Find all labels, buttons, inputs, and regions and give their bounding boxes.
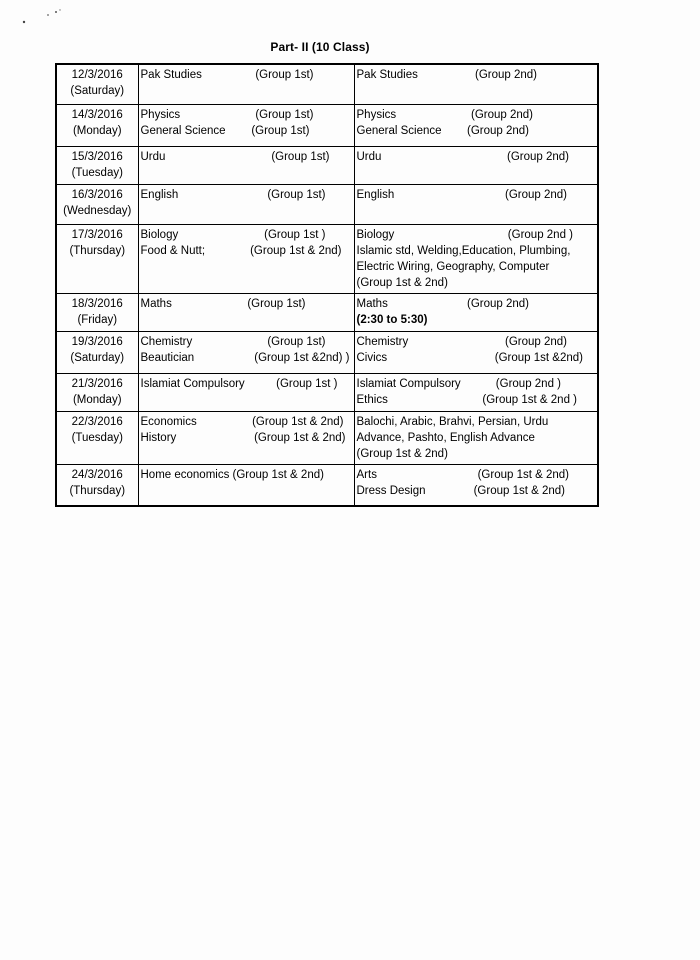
table-row: [56, 184, 598, 224]
exam-day: (Monday): [72, 393, 122, 406]
exam-day: (Wednesday): [63, 204, 132, 217]
group2-cell: [354, 146, 598, 184]
exam-day: (Monday): [72, 124, 122, 137]
group2-cell: [354, 331, 598, 373]
group2-cell: [354, 373, 598, 411]
subject-name: Biology: [140, 228, 179, 241]
group-label: (Group 1st): [251, 124, 310, 137]
group-label: (Group 1st ): [276, 377, 338, 390]
date-cell: [56, 224, 138, 293]
group-label: (Group 1st & 2nd): [252, 415, 344, 428]
group-label: (Group 1st & 2nd): [254, 431, 346, 444]
subject-name: Economics: [140, 415, 197, 428]
subject-name: Chemistry: [356, 335, 409, 348]
exam-date: 19/3/2016: [71, 335, 123, 348]
subject-name: Islamiat Compulsory: [140, 377, 245, 390]
group-label: (Group 1st & 2nd ): [482, 393, 577, 406]
group-label: (Group 2nd): [474, 69, 537, 81]
group2-cell: [354, 464, 598, 506]
exam-day: (Friday): [77, 313, 118, 326]
group-label: (Group 2nd): [466, 297, 529, 310]
subject-name: Biology: [356, 228, 395, 241]
subject-name: History: [140, 431, 177, 444]
date-cell: [56, 64, 138, 104]
table-row: [56, 224, 598, 293]
subject-name: Chemistry: [140, 335, 193, 348]
subject-name: Pak Studies: [356, 69, 418, 81]
table-row: [56, 411, 598, 464]
group-label: (Group 1st & 2nd): [477, 468, 569, 481]
subject-name: Ethics: [356, 393, 388, 406]
subject-list-line: Islamic std, Welding,Education, Plumbing,: [356, 244, 571, 257]
exam-date: 24/3/2016: [71, 468, 123, 481]
table-row: [56, 293, 598, 331]
subject-name: Maths: [140, 297, 172, 310]
exam-date: 21/3/2016: [71, 377, 123, 390]
subject-name: Urdu: [356, 150, 382, 163]
subject-name: Beautician: [140, 351, 195, 364]
group-label: (Group 1st & 2nd): [250, 244, 342, 257]
date-cell: [56, 331, 138, 373]
exam-schedule-table: [55, 63, 599, 507]
group-label: (Group 1st & 2nd): [356, 276, 448, 289]
group-label: (Group 1st &2nd): [494, 351, 583, 364]
exam-day: (Tuesday): [71, 431, 123, 444]
group1-cell: [138, 331, 354, 373]
group-label: (Group 2nd): [504, 335, 567, 348]
group2-cell: [354, 293, 598, 331]
table-row: [56, 64, 598, 104]
group-label: (Group 2nd): [466, 124, 529, 137]
group-label: (Group 1st &2nd) ): [254, 351, 350, 364]
subject-name: English: [140, 188, 179, 201]
subject-name: Food & Nutt;: [140, 244, 206, 257]
exam-time: (2:30 to 5:30): [356, 313, 428, 326]
date-cell: [56, 146, 138, 184]
group1-cell: [138, 373, 354, 411]
group-label: (Group 1st): [255, 69, 314, 81]
group2-cell: [354, 64, 598, 104]
group-label: (Group 1st & 2nd): [473, 484, 565, 497]
subject-name: Physics: [140, 108, 181, 121]
subject-name: Civics: [356, 351, 388, 364]
date-cell: [56, 411, 138, 464]
subject-name: English: [356, 188, 395, 201]
subject-name: Urdu: [140, 150, 166, 163]
table-row: [56, 104, 598, 146]
group-label: (Group 2nd): [470, 108, 533, 121]
group1-cell: [138, 293, 354, 331]
table-row: [56, 331, 598, 373]
group-label: (Group 1st): [267, 188, 326, 201]
group-label: (Group 1st): [267, 335, 326, 348]
group-label: (Group 1st): [247, 297, 306, 310]
date-cell: [56, 293, 138, 331]
exam-date: 15/3/2016: [71, 150, 123, 163]
group-label: (Group 2nd): [504, 188, 567, 201]
date-cell: [56, 184, 138, 224]
group1-cell: [138, 224, 354, 293]
group1-cell: [138, 64, 354, 104]
group1-cell: [138, 146, 354, 184]
subject-name: Pak Studies: [140, 69, 202, 81]
group-label: (Group 1st & 2nd): [356, 447, 448, 460]
group1-cell: [138, 184, 354, 224]
group1-cell: [138, 411, 354, 464]
group-label: (Group 1st): [271, 150, 330, 163]
table-row: [56, 464, 598, 506]
exam-day: (Thursday): [69, 484, 126, 497]
group-label: (Group 1st): [255, 108, 314, 121]
group2-cell: [354, 224, 598, 293]
subject-name: Islamiat Compulsory: [356, 377, 461, 390]
group1-cell: [138, 464, 354, 506]
date-cell: [56, 373, 138, 411]
exam-date: 16/3/2016: [71, 188, 123, 201]
exam-day: (Thursday): [69, 244, 126, 257]
scan-speck-mark: [18, 6, 68, 26]
subject-name: Arts: [356, 468, 377, 481]
group-label: (Group 2nd ): [507, 228, 573, 241]
exam-day: (Saturday): [70, 351, 125, 364]
date-cell: [56, 104, 138, 146]
exam-day: (Tuesday): [71, 166, 123, 179]
table-row: [56, 373, 598, 411]
page-title: Part- II (10 Class): [270, 40, 370, 54]
group-label: (Group 2nd): [506, 150, 569, 163]
subject-name: Home economics (Group 1st & 2nd): [140, 468, 324, 481]
subject-name: General Science: [140, 124, 226, 137]
table-row: [56, 146, 598, 184]
subject-list-line: Electric Wiring, Geography, Computer: [356, 260, 550, 273]
subject-list-line: Advance, Pashto, English Advance: [356, 431, 535, 444]
group2-cell: [354, 411, 598, 464]
exam-date: 18/3/2016: [71, 297, 123, 310]
date-cell: [56, 464, 138, 506]
group1-cell: [138, 104, 354, 146]
exam-day: (Saturday): [70, 85, 125, 97]
group-label: (Group 1st ): [264, 228, 326, 241]
group2-cell: [354, 184, 598, 224]
exam-date: 22/3/2016: [71, 415, 123, 428]
subject-name: Dress Design: [356, 484, 426, 497]
subject-name: General Science: [356, 124, 442, 137]
subject-name: Physics: [356, 108, 397, 121]
exam-date: 17/3/2016: [71, 228, 123, 241]
group2-cell: [354, 104, 598, 146]
exam-date: 14/3/2016: [71, 108, 123, 121]
group-label: (Group 2nd ): [495, 377, 561, 390]
exam-date: 12/3/2016: [71, 69, 123, 81]
subject-list-line: Balochi, Arabic, Brahvi, Persian, Urdu: [356, 415, 549, 428]
subject-name: Maths: [356, 297, 388, 310]
